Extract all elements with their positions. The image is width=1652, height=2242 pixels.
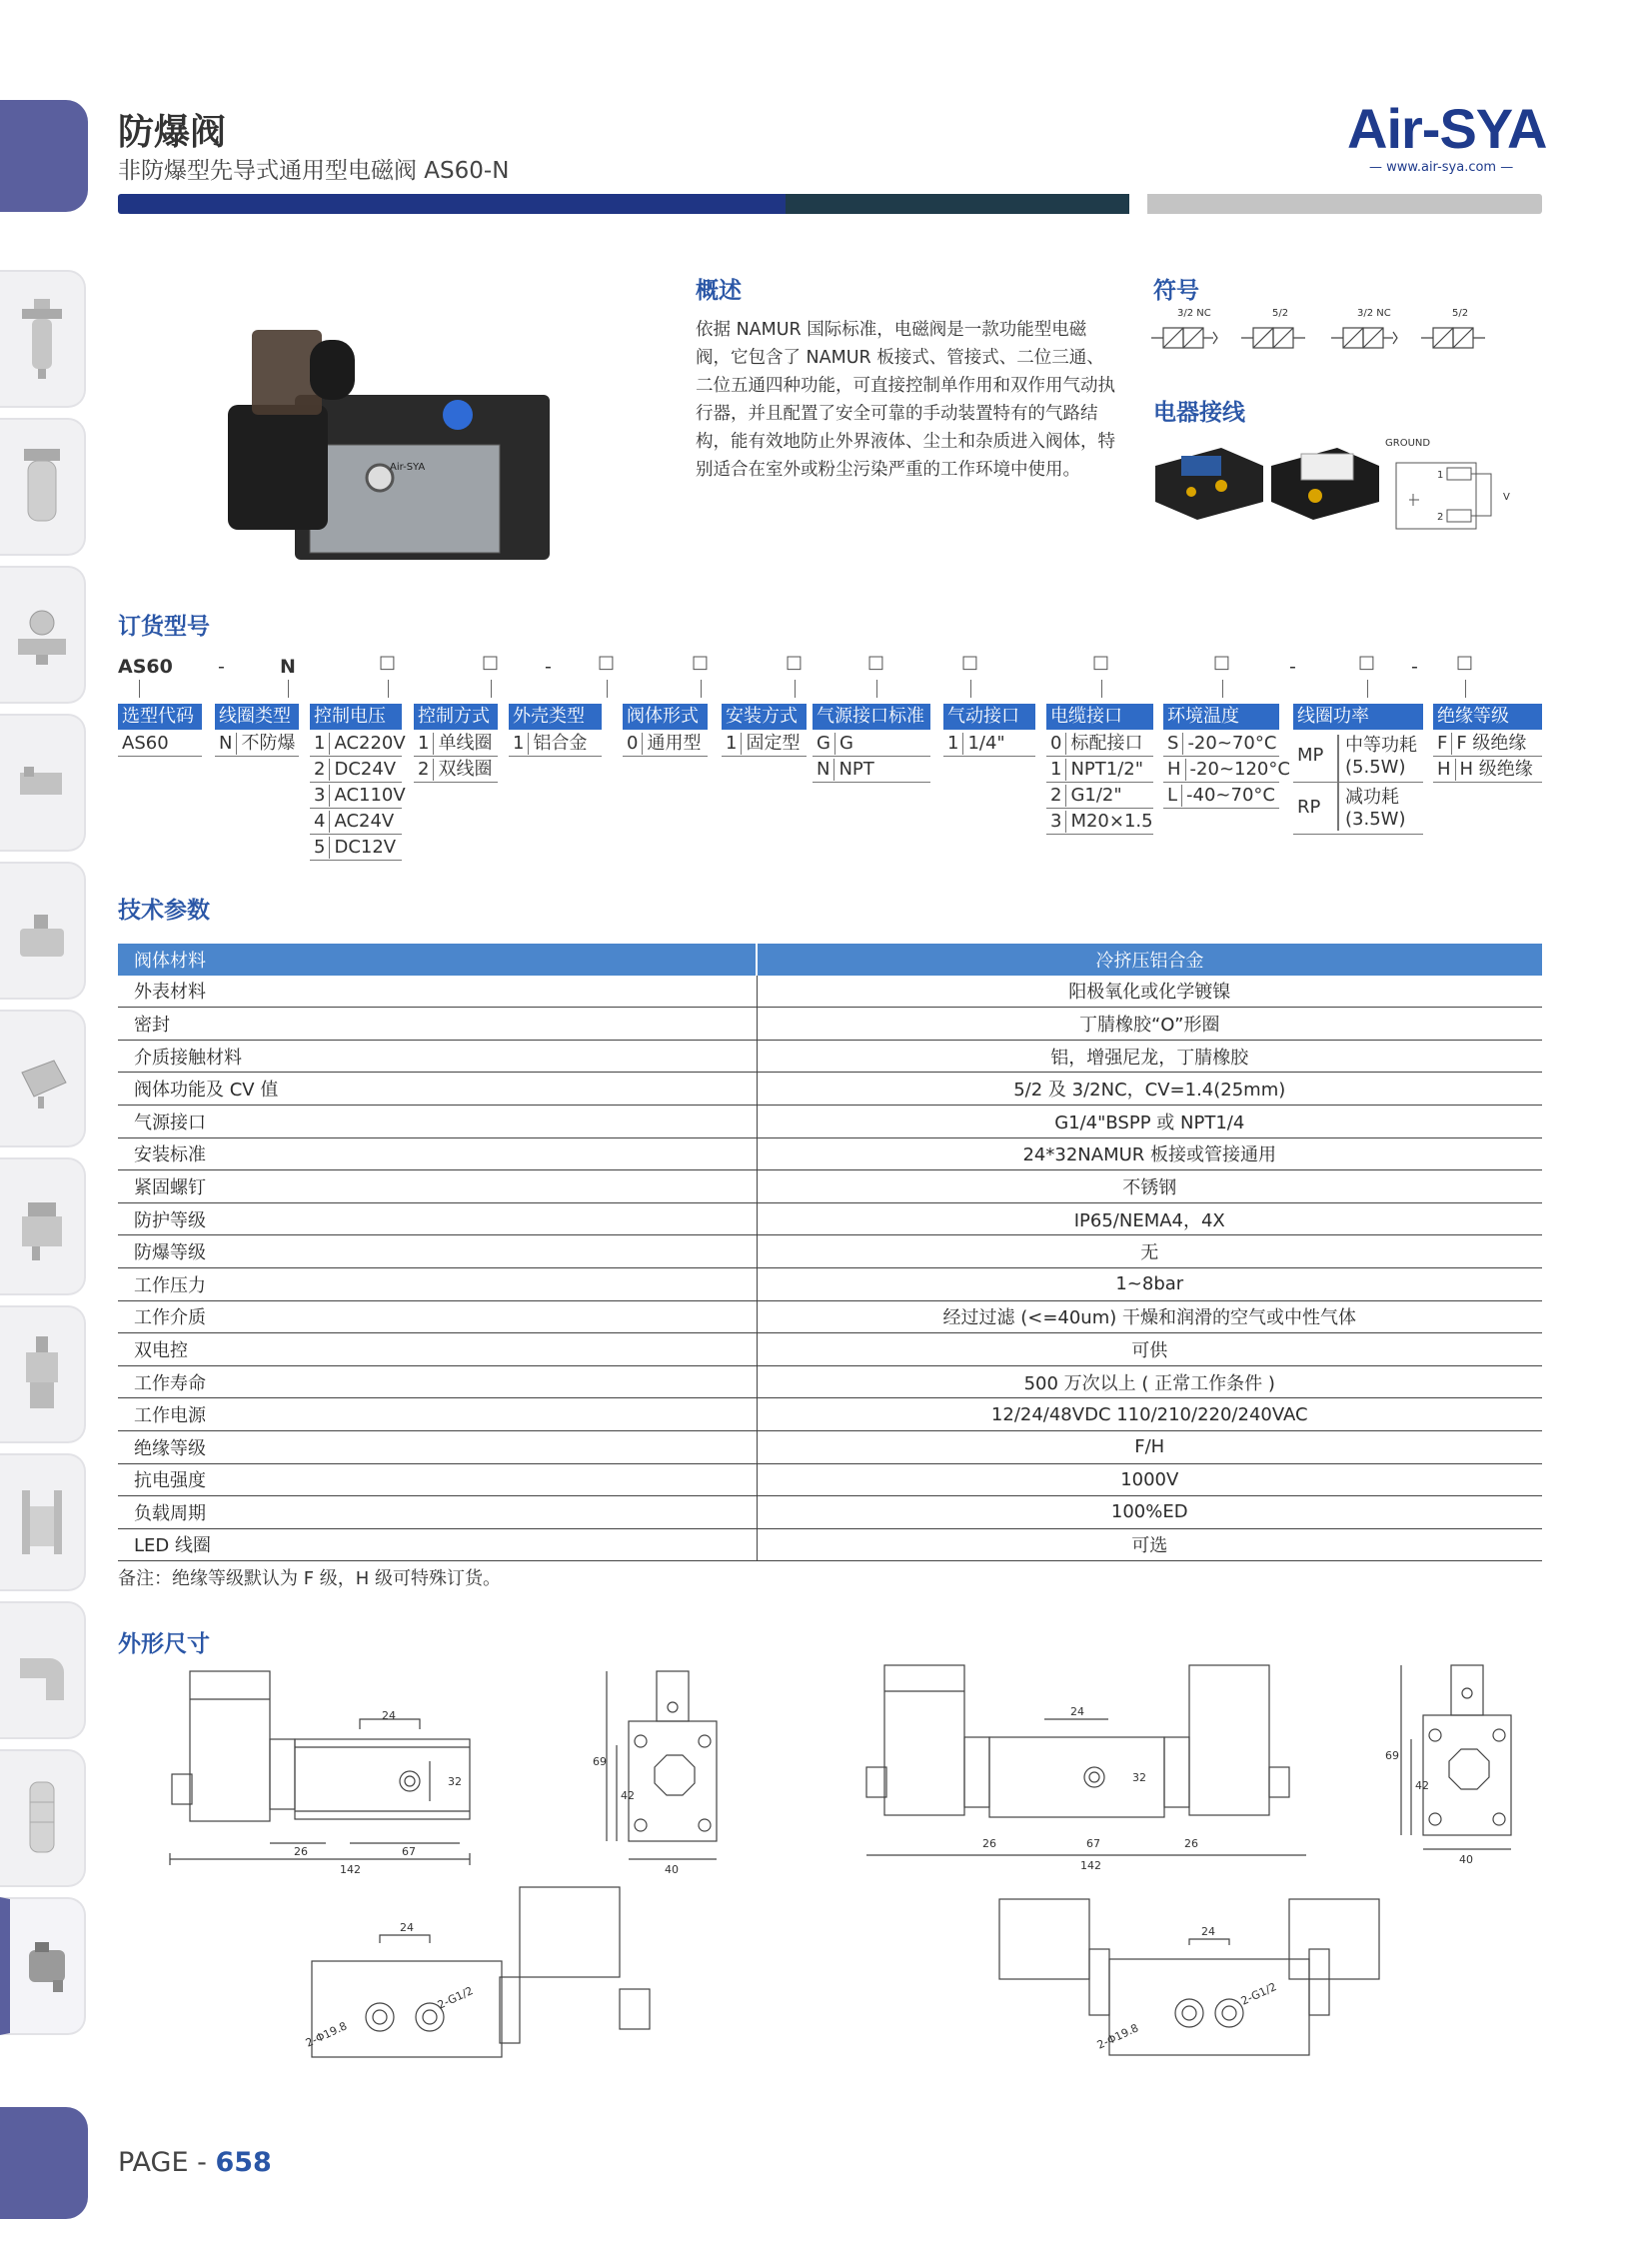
order-cell: 1 AC220V — [310, 731, 402, 757]
order-cell: H -20~120°C — [1163, 757, 1279, 783]
port-label-g12-double: 2-G1/2 — [1238, 1980, 1279, 2008]
dim-32-double: 32 — [1132, 1771, 1146, 1784]
tech-param-value: IP65/NEMA4，4X — [757, 1202, 1542, 1235]
order-header-temperature: 环境温度 — [1163, 704, 1279, 730]
page-title: 防爆阀 — [118, 112, 227, 153]
tech-param-name: 防护等级 — [118, 1202, 757, 1235]
tick — [607, 680, 608, 698]
order-header-coil-power: 线圈功率 — [1293, 704, 1423, 730]
order-header-mounting: 安装方式 — [722, 704, 807, 730]
tech-table-row — [118, 1008, 1542, 1041]
tech-param-value: 阳极氧化或化学镀镍 — [757, 976, 1542, 1008]
tick — [139, 680, 140, 698]
dimension-drawing-side-double — [1379, 1659, 1529, 1879]
dim-24-top: 24 — [400, 1921, 414, 1934]
tech-table-row — [118, 1463, 1542, 1496]
tick — [388, 680, 389, 698]
tech-param-value: 24*32NAMUR 板接或管接通用 — [757, 1137, 1542, 1170]
ordering-dash-3: - — [1289, 656, 1296, 678]
tech-param-value: 冷挤压铝合金 — [757, 944, 1542, 976]
tech-param-value: G1/4"BSPP 或 NPT1/4 — [757, 1105, 1542, 1137]
tech-table-row — [118, 1398, 1542, 1431]
order-header-coil-type: 线圈类型 — [215, 704, 299, 730]
dim-142-double: 142 — [1080, 1859, 1101, 1872]
port-label-phi: 2-Φ19.8 — [303, 2019, 350, 2050]
rail-item-bracket[interactable] — [0, 1453, 86, 1591]
order-cell: 3 AC110V — [310, 783, 402, 809]
header-bar-dark — [786, 194, 1129, 214]
gauge-valve-icon — [14, 589, 70, 681]
tech-param-name: 工作介质 — [118, 1300, 757, 1333]
ordering-box-control: □ — [482, 652, 500, 673]
dimension-drawing-front-double — [854, 1659, 1314, 1879]
order-cell: S -20~70°C — [1163, 731, 1279, 757]
ordering-n: N — [280, 656, 296, 678]
wiring-pin1: 1 — [1437, 470, 1444, 481]
dim-42-double: 42 — [1415, 1779, 1429, 1792]
rail-top-tab — [0, 100, 88, 212]
tech-param-name: LED 线圈 — [118, 1528, 757, 1561]
port-label-phi-double: 2-Φ19.8 — [1094, 2021, 1141, 2052]
dim-69: 69 — [593, 1755, 607, 1768]
tech-table-row — [118, 1105, 1542, 1137]
tech-table-row — [118, 1202, 1542, 1235]
symbol-label-3: 3/2 NC — [1357, 308, 1391, 319]
dimension-drawing-side-single — [585, 1665, 725, 1885]
order-cell: 3 M20×1.5 — [1046, 809, 1153, 835]
order-cell: G G — [813, 731, 930, 757]
dim-69-double: 69 — [1385, 1749, 1399, 1762]
wiring-v-label: V — [1503, 492, 1510, 503]
rail-item-filter[interactable] — [0, 270, 86, 408]
tick — [1222, 680, 1223, 698]
ordering-box-temp: □ — [1213, 652, 1231, 673]
header-bar-blue — [118, 194, 786, 214]
filter-icon — [14, 293, 70, 385]
tech-param-name: 双电控 — [118, 1333, 757, 1366]
tech-table-row — [118, 1365, 1542, 1398]
tech-table-row — [118, 1235, 1542, 1268]
ordering-dash-1: - — [218, 656, 225, 678]
connector-photo-2 — [1267, 436, 1387, 526]
order-header-body: 阀体形式 — [623, 704, 708, 730]
rail-item-silencer[interactable] — [0, 1749, 86, 1887]
tech-table-row — [118, 1170, 1542, 1203]
tech-param-value: 1000V — [757, 1463, 1542, 1496]
tech-table-row — [118, 1528, 1542, 1561]
tech-param-value: 无 — [757, 1235, 1542, 1268]
wiring-pin2: 2 — [1437, 512, 1444, 523]
order-header-cable: 电缆接口 — [1046, 704, 1153, 730]
order-power-rp-watt: (3.5W) — [1345, 809, 1406, 830]
order-power-block — [1293, 731, 1423, 835]
silencer-icon — [14, 1772, 70, 1864]
order-cell: N 不防爆 — [215, 731, 299, 757]
order-cell: AS60 — [118, 731, 202, 757]
rail-item-actuator[interactable] — [0, 862, 86, 1000]
tech-param-name: 抗电强度 — [118, 1463, 757, 1496]
order-power-mp-watt: (5.5W) — [1345, 757, 1406, 778]
ordering-box-pneu: □ — [961, 652, 979, 673]
ordering-box-port-std: □ — [867, 652, 885, 673]
tech-param-name: 密封 — [118, 1008, 757, 1041]
order-cell: 5 DC12V — [310, 835, 402, 861]
ordering-box-power: □ — [1358, 652, 1376, 673]
tech-table-row — [118, 1496, 1542, 1529]
valve-block-icon — [14, 1033, 70, 1124]
rail-item-lubricator[interactable] — [0, 418, 86, 556]
order-cell: 1 固定型 — [722, 731, 807, 757]
dimensions-title: 外形尺寸 — [118, 1631, 210, 1657]
symbol-label-1: 3/2 NC — [1177, 308, 1211, 319]
ordering-box-mount: □ — [786, 652, 804, 673]
dimension-drawing-top-double — [989, 1889, 1429, 2069]
dim-142: 142 — [340, 1863, 361, 1876]
rail-item-assembly[interactable] — [0, 1157, 86, 1295]
ordering-box-body: □ — [692, 652, 710, 673]
tech-param-name: 阀体功能及 CV 值 — [118, 1073, 757, 1106]
positioner-icon — [14, 1328, 70, 1420]
dim-24-double: 24 — [1070, 1705, 1084, 1718]
order-header-control: 控制方式 — [414, 704, 498, 730]
tick — [288, 680, 289, 698]
tick — [970, 680, 971, 698]
svg-text:Air-SYA: Air-SYA — [390, 462, 426, 473]
tech-param-name: 紧固螺钉 — [118, 1170, 757, 1203]
dim-67: 67 — [402, 1845, 416, 1858]
tech-param-name: 绝缘等级 — [118, 1430, 757, 1463]
tick — [1465, 680, 1466, 698]
tech-param-value: 5/2 及 3/2NC，CV=1.4(25mm) — [757, 1073, 1542, 1106]
dim-40: 40 — [665, 1863, 679, 1876]
tech-param-value: 可供 — [757, 1333, 1542, 1366]
overview-text: 依据 NAMUR 国际标准，电磁阀是一款功能型电磁阀，它包含了 NAMUR 板接式、管接式、二位三通、二位五通四种功能，可直接控制单作用和双作用气动执行器，并且配置了安全可靠的手动装置特有的气路结构，能有效地防止外界液体、尘土和杂质进入阀体，特别适合在室外或粉尘污染严重的工作环境中使用。 — [696, 320, 1115, 480]
order-cell: 2 DC24V — [310, 757, 402, 783]
tick — [876, 680, 877, 698]
order-cell: 0 通用型 — [623, 731, 708, 757]
header-bar-gray — [1147, 194, 1542, 214]
tech-param-name: 负载周期 — [118, 1496, 757, 1529]
page-subtitle: 非防爆型先导式通用型电磁阀 AS60-N — [118, 158, 510, 184]
page-number: PAGE - 658 — [118, 2147, 272, 2178]
tech-param-name: 外表材料 — [118, 976, 757, 1008]
wiring-diagram — [1395, 462, 1525, 532]
order-cell: H H 级绝缘 — [1433, 757, 1542, 783]
tech-table-row — [118, 1040, 1542, 1073]
ordering-dash-2: - — [545, 656, 552, 678]
order-cell: 2 双线圈 — [414, 757, 498, 783]
valve-symbols-diagram — [1149, 320, 1494, 360]
tech-param-value: 500 万次以上 ( 正常工作条件 ) — [757, 1365, 1542, 1398]
tech-table-row — [118, 976, 1542, 1008]
symbol-label-2: 5/2 — [1272, 308, 1289, 319]
order-cell: 1 铝合金 — [509, 731, 602, 757]
tech-param-name: 介质接触材料 — [118, 1040, 757, 1073]
rail-item-fitting[interactable] — [0, 1601, 86, 1739]
tick — [491, 680, 492, 698]
product-photo — [210, 320, 610, 570]
order-power-rp-label: 减功耗 — [1345, 787, 1399, 808]
dim-26-right: 26 — [1184, 1837, 1198, 1850]
order-header-pneumatic-port: 气动接口 — [943, 704, 1035, 730]
overview-title: 概述 — [696, 278, 742, 304]
order-cell: N NPT — [813, 757, 930, 783]
rail-item-cylinder[interactable] — [0, 714, 86, 852]
tech-param-value: F/H — [757, 1430, 1542, 1463]
tech-table-row — [118, 1073, 1542, 1106]
tech-param-value: 可选 — [757, 1528, 1542, 1561]
dim-26-left: 26 — [982, 1837, 996, 1850]
tech-param-name: 工作电源 — [118, 1398, 757, 1431]
dim-67-double: 67 — [1086, 1837, 1100, 1850]
tech-table-row — [118, 1300, 1542, 1333]
assembly-icon — [14, 1180, 70, 1272]
symbols-title: 符号 — [1153, 278, 1199, 304]
fitting-icon — [14, 1624, 70, 1716]
tech-param-name: 防爆等级 — [118, 1235, 757, 1268]
order-header-selection: 选型代码 — [118, 704, 202, 730]
tech-table-row — [118, 1430, 1542, 1463]
tech-param-value: 铝，增强尼龙，丁腈橡胶 — [757, 1040, 1542, 1073]
tech-param-value: 经过过滤 (<=40um) 干燥和润滑的空气或中性气体 — [757, 1300, 1542, 1333]
dimension-drawing-top-single — [300, 1879, 660, 2059]
cylinder-icon — [14, 737, 70, 829]
rail-bottom-tab — [0, 2107, 88, 2219]
order-cell: 1 1/4" — [943, 731, 1035, 757]
order-cell: 1 NPT1/2" — [1046, 757, 1153, 783]
solenoid-valve-icon — [19, 1920, 75, 2012]
tech-table-row — [118, 1137, 1542, 1170]
brand-url: — www.air-sya.com — — [1369, 160, 1514, 175]
tech-table-header-row — [118, 944, 1542, 976]
order-header-voltage: 控制电压 — [310, 704, 402, 730]
brand-logo: Air-SYA — [1347, 97, 1547, 160]
tech-note: 备注：绝缘等级默认为 F 级，H 级可特殊订货。 — [118, 1568, 502, 1589]
order-header-housing: 外壳类型 — [509, 704, 602, 730]
tech-param-value: 1~8bar — [757, 1267, 1542, 1300]
ordering-box-housing: □ — [598, 652, 616, 673]
wiring-title: 电器接线 — [1153, 400, 1245, 426]
ordering-box-cable: □ — [1092, 652, 1110, 673]
ordering-box-voltage: □ — [379, 652, 397, 673]
tech-table-row — [118, 1333, 1542, 1366]
ordering-box-insulation: □ — [1456, 652, 1474, 673]
order-header-port-standard: 气源接口标准 — [813, 704, 930, 730]
tech-param-value: 12/24/48VDC 110/210/220/240VAC — [757, 1398, 1542, 1431]
order-cell: 1 单线圈 — [414, 731, 498, 757]
tech-param-name: 阀体材料 — [118, 944, 757, 976]
order-cell: L -40~70°C — [1163, 783, 1279, 809]
tech-param-name: 工作压力 — [118, 1267, 757, 1300]
dim-26: 26 — [294, 1845, 308, 1858]
order-cell: F F 级绝缘 — [1433, 731, 1542, 757]
rail-item-solenoid-valve[interactable] — [0, 1897, 86, 2035]
tech-table — [118, 944, 1542, 1561]
rail-item-gauge-valve[interactable] — [0, 566, 86, 704]
dim-40-double: 40 — [1459, 1853, 1473, 1866]
tech-param-value: 丁腈橡胶“O”形圈 — [757, 1008, 1542, 1041]
tick — [701, 680, 702, 698]
ordering-code: AS60 — [118, 656, 173, 678]
rail-item-positioner[interactable] — [0, 1305, 86, 1443]
connector-photo-1 — [1151, 436, 1271, 526]
tech-table-row — [118, 1267, 1542, 1300]
order-header-insulation: 绝缘等级 — [1433, 704, 1542, 730]
tick — [1367, 680, 1368, 698]
dim-32: 32 — [448, 1775, 462, 1788]
dimension-drawing-front-single — [160, 1659, 530, 1879]
ground-label: GROUND — [1385, 438, 1431, 449]
order-power-rp-code: RP — [1297, 797, 1321, 818]
tick — [1101, 680, 1102, 698]
order-cell: 0 标配接口 — [1046, 731, 1153, 757]
tech-param-value: 不锈钢 — [757, 1170, 1542, 1203]
order-cell: 4 AC24V — [310, 809, 402, 835]
order-power-mp-label: 中等功耗 — [1345, 735, 1417, 756]
ordering-dash-4: - — [1411, 656, 1418, 678]
tech-param-value: 100%ED — [757, 1496, 1542, 1529]
tech-param-name: 安装标准 — [118, 1137, 757, 1170]
order-power-mp-code: MP — [1297, 745, 1324, 766]
order-cell: 2 G1/2" — [1046, 783, 1153, 809]
actuator-icon — [14, 885, 70, 977]
dim-24-top-double: 24 — [1201, 1925, 1215, 1938]
lubricator-icon — [14, 441, 70, 533]
tick — [795, 680, 796, 698]
ordering-title: 订货型号 — [118, 614, 210, 640]
port-label-g12: 2-G1/2 — [435, 1984, 476, 2012]
symbol-label-4: 5/2 — [1452, 308, 1469, 319]
tech-param-name: 工作寿命 — [118, 1365, 757, 1398]
rail-item-valve-block[interactable] — [0, 1010, 86, 1147]
bracket-icon — [14, 1476, 70, 1568]
dim-24: 24 — [382, 1709, 396, 1722]
tech-title: 技术参数 — [118, 898, 210, 924]
dim-42: 42 — [621, 1789, 635, 1802]
tech-param-name: 气源接口 — [118, 1105, 757, 1137]
